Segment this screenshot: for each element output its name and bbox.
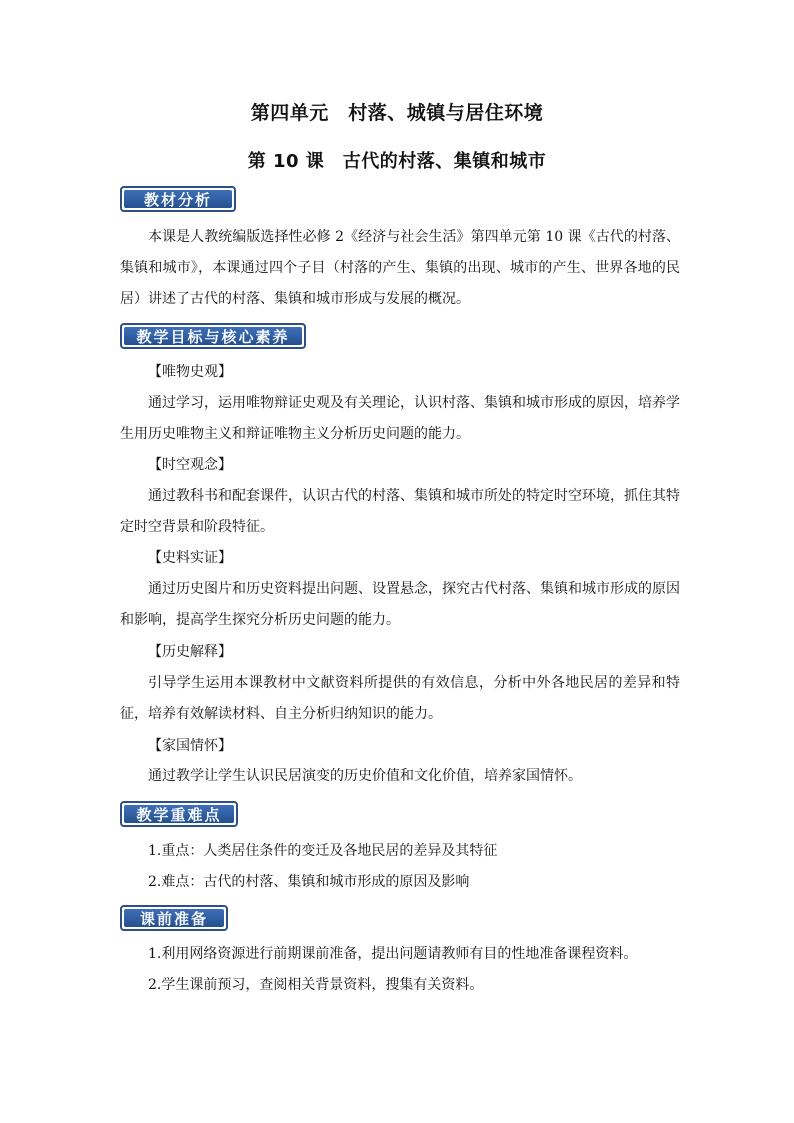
section-badge-label: 教学目标与核心素养 [124,327,302,345]
goal-text: 通过教科书和配套课件，认识古代的村落、集镇和城市所处的特定时空环境，抓住其特定时空背景和阶段特征。 [120,488,680,535]
lesson-title: 第 10 课 古代的村落、集镇和城市 [247,151,547,172]
key-point-item: 1.重点：人类居住条件的变迁及各地民居的差异及其特征 [148,843,498,859]
section-badge-key-points [120,801,238,827]
goal-text: 通过教学让学生认识民居演变的历史价值和文化价值，培养家国情怀。 [148,768,582,784]
section-badge-analysis [120,186,236,212]
goal-tag: 【唯物史观】 [148,364,232,380]
section-badge-label: 课前准备 [124,909,224,927]
section-badge-label: 教材分析 [124,190,232,208]
goal-tag: 【历史解释】 [148,644,232,660]
unit-title: 第四单元 村落、城镇与居住环境 [250,102,544,124]
goal-tag: 【史料实证】 [148,550,232,566]
goal-text: 通过学习，运用唯物辩证史观及有关理论，认识村落、集镇和城市形成的原因，培养学生用历史唯物主义和辩证唯物主义分析历史问题的能力。 [120,395,680,442]
goal-tag: 【家国情怀】 [148,738,232,754]
section-badge-label: 教学重难点 [124,805,234,823]
analysis-paragraph: 本课是人教统编版选择性必修 2《经济与社会生活》第四单元第 10 课《古代的村落、集镇和城市》，本课通过四个子目（村落的产生、集镇的出现、城市的产生、世界各地的民居）讲述了古代的村落、集镇和城市形成与发展的概况。 [120,229,680,307]
section-badge-prep [120,905,228,931]
prep-item: 2.学生课前预习，查阅相关背景资料，搜集有关资料。 [148,977,484,993]
section-badge-goals [120,323,306,349]
prep-item: 1.利用网络资源进行前期课前准备，提出问题请教师有目的性地准备课程资料。 [148,946,638,962]
key-point-item: 2.难点：古代的村落、集镇和城市形成的原因及影响 [148,874,470,890]
goal-text: 引导学生运用本课教材中文献资料所提供的有效信息，分析中外各地民居的差异和特征，培养有效解读材料、自主分析归纳知识的能力。 [120,675,680,722]
goal-tag: 【时空观念】 [148,457,232,473]
goal-text: 通过历史图片和历史资料提出问题、设置悬念，探究古代村落、集镇和城市形成的原因和影响，提高学生探究分析历史问题的能力。 [120,581,680,628]
